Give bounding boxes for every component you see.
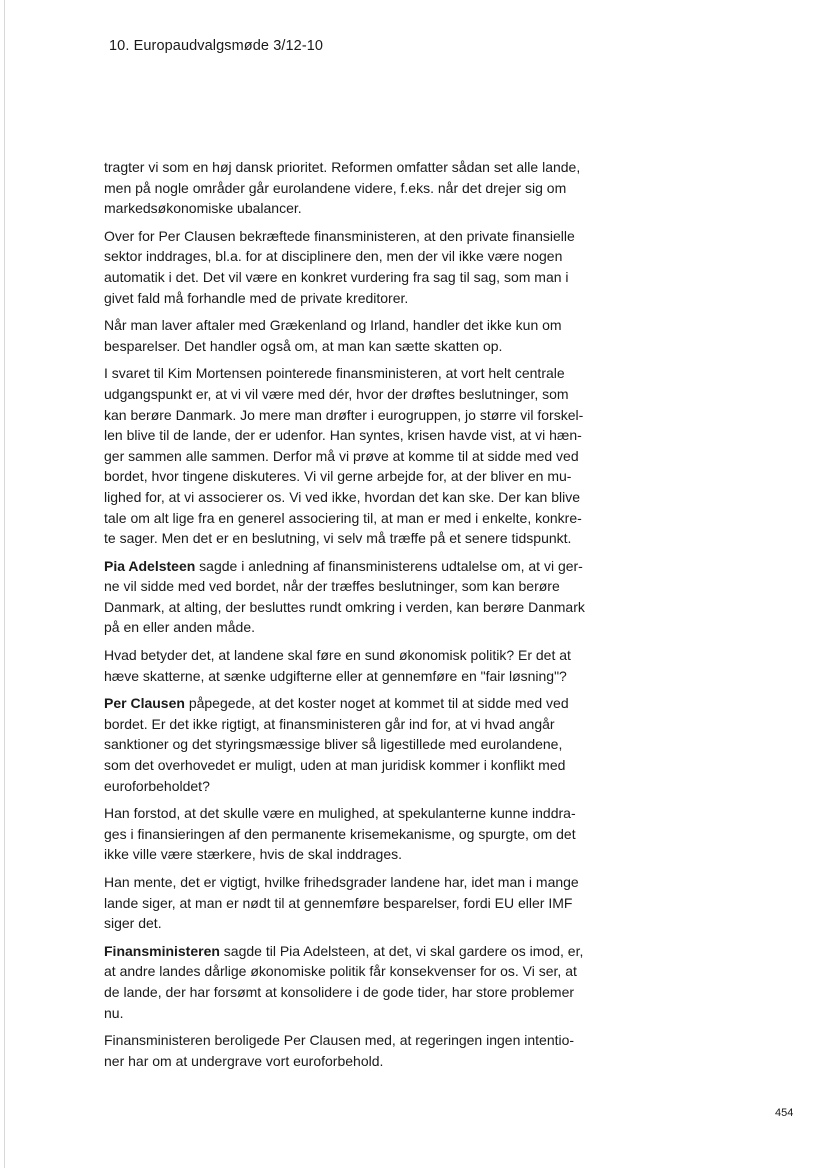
line-text: de lande, der har forsømt at konsolidere i de gode tider, har store problemer	[104, 983, 575, 1000]
text-line	[104, 384, 594, 405]
line-text: at andre landes dårlige økonomiske politik får konsekvenser for os. Vi ser, at	[104, 963, 577, 980]
paragraph	[104, 556, 594, 638]
text-line	[104, 157, 594, 178]
text-line	[104, 872, 594, 893]
line-text: sagde til Pia Adelsteen, at det, vi skal gardere os imod, er,	[219, 942, 584, 959]
text-line	[104, 961, 594, 982]
line-text: automatik i det. Det vil være en konkret vurdering fra sag til sag, som man i	[104, 268, 569, 285]
text-line	[104, 336, 594, 357]
speaker-name: Per Clausen	[104, 695, 185, 712]
text-line	[104, 405, 594, 426]
text-line	[104, 824, 594, 845]
text-line	[104, 226, 594, 247]
line-text: euroforbeholdet?	[104, 777, 210, 794]
text-line	[104, 246, 594, 267]
text-line	[104, 693, 594, 714]
paragraph	[104, 803, 594, 865]
line-text: sektor inddrages, bl.a. for at disciplinere den, men der vil ikke være nogen	[104, 248, 563, 265]
text-line	[104, 528, 594, 549]
line-text: hæve skatterne, at sænke udgifterne eller at gennemføre en "fair løsning"?	[104, 667, 567, 684]
paragraph	[104, 872, 594, 934]
line-text: bordet, hvor tingene diskuteres. Vi vil gerne arbejde for, at der bliver en mu-	[104, 468, 572, 485]
text-line	[104, 714, 594, 735]
line-text: givet fald må forhandle med de private kreditorer.	[104, 289, 409, 306]
line-text: siger det.	[104, 915, 162, 932]
text-line	[104, 617, 594, 638]
page-number: 454	[775, 1107, 794, 1119]
line-text: Han forstod, at det skulle være en mulighed, at spekulanterne kunne inddra-	[104, 805, 576, 822]
scan-edge-line	[4, 0, 5, 1168]
text-line	[104, 576, 594, 597]
text-line	[104, 267, 594, 288]
text-line	[104, 1030, 594, 1051]
line-text: len blive til de lande, der er udenfor. Han syntes, krisen havde vist, at vi hæn-	[104, 427, 582, 444]
speaker-name: Finansministeren	[104, 942, 220, 959]
line-text: ger sammen alle sammen. Derfor må vi prøve at komme til at sidde med ved	[104, 447, 579, 464]
line-text: Han mente, det er vigtigt, hvilke frihedsgrader landene har, idet man i mange	[104, 874, 579, 890]
text-line	[104, 198, 594, 219]
line-text: sagde i anledning af finansministerens udtalelse om, at vi ger-	[195, 557, 583, 574]
text-line	[104, 941, 594, 962]
paragraph	[104, 693, 594, 796]
paragraph	[104, 315, 594, 356]
line-text: Finansministeren beroligede Per Clausen med, at regeringen ingen intentio-	[104, 1032, 575, 1049]
line-text: som det overhovedet er muligt, uden at man juridisk kommer i konflikt med	[104, 757, 566, 774]
line-text: Over for Per Clausen bekræftede finansministeren, at den private finansielle	[104, 227, 575, 244]
line-text: sanktioner og det styringsmæssige bliver så ligestillede med eurolandene,	[104, 736, 563, 753]
text-line	[104, 734, 594, 755]
line-text: påpegede, at det koster noget at kommet til at sidde med ved	[184, 695, 569, 712]
line-text: besparelser. Det handler også om, at man kan sætte skatten op.	[104, 337, 503, 354]
text-line	[104, 1051, 594, 1072]
text-line	[104, 487, 594, 508]
document-body	[104, 157, 594, 1078]
line-text: bordet. Er det ikke rigtigt, at finansministeren går ind for, at vi hvad angår	[104, 715, 555, 732]
line-text: tale om alt lige fra en generel associering til, at man er med i enkelte, konkre-	[104, 509, 582, 526]
text-line	[104, 803, 594, 824]
text-line	[104, 508, 594, 529]
text-line	[104, 446, 594, 467]
text-line	[104, 1003, 594, 1024]
paragraph	[104, 941, 594, 1023]
line-text: Når man laver aftaler med Grækenland og Irland, handler det ikke kun om	[104, 317, 562, 334]
text-line	[104, 178, 594, 199]
paragraph	[104, 226, 594, 308]
text-line	[104, 982, 594, 1003]
line-text: nu.	[104, 1004, 124, 1021]
text-line	[104, 645, 594, 666]
text-line	[104, 466, 594, 487]
line-text: Danmark, at alting, der besluttes rundt omkring i verden, kan berøre Danmark	[104, 598, 585, 615]
line-text: tragter vi som en høj dansk prioritet. Reformen omfatter sådan set alle lande,	[104, 159, 581, 175]
line-text: kan berøre Danmark. Jo mere man drøfter i eurogruppen, jo større vil forskel-	[104, 406, 584, 423]
line-text: på en eller anden måde.	[104, 619, 255, 636]
line-text: lande siger, at man er nødt til at gennemføre besparelser, fordi EU eller IMF	[104, 894, 573, 911]
text-line	[104, 913, 594, 934]
text-line	[104, 556, 594, 577]
text-line	[104, 893, 594, 914]
line-text: markedsøkonomiske ubalancer.	[104, 200, 302, 217]
line-text: lighed for, at vi associerer os. Vi ved ikke, hvordan det kan ske. Der kan blive	[104, 488, 580, 505]
paragraph	[104, 645, 594, 686]
line-text: Hvad betyder det, at landene skal føre en sund økonomisk politik? Er det at	[104, 647, 571, 664]
paragraph	[104, 157, 594, 219]
line-text: ikke ville være stærkere, hvis de skal inddrages.	[104, 846, 403, 863]
page-header: 10. Europaudvalgsmøde 3/12-10	[109, 38, 324, 54]
text-line	[104, 844, 594, 865]
paragraph	[104, 363, 594, 548]
text-line	[104, 425, 594, 446]
line-text: ges i finansieringen af den permanente krisemekanisme, og spurgte, om det	[104, 825, 576, 842]
line-text: ne vil sidde med ved bordet, når der træffes beslutninger, som kan berøre	[104, 578, 560, 595]
text-line	[104, 363, 594, 384]
line-text: ner har om at undergrave vort euroforbehold.	[104, 1052, 384, 1069]
speaker-name: Pia Adelsteen	[104, 557, 196, 574]
text-line	[104, 755, 594, 776]
line-text: udgangspunkt er, at vi vil være med dér, hvor der drøftes beslutninger, som	[104, 385, 569, 402]
text-line	[104, 597, 594, 618]
text-line	[104, 666, 594, 687]
paragraph	[104, 1030, 594, 1071]
line-text: te sager. Men det er en beslutning, vi selv må træffe på et senere tidspunkt.	[104, 530, 572, 547]
line-text: men på nogle områder går eurolandene videre, f.eks. når det drejer sig om	[104, 179, 567, 196]
text-line	[104, 288, 594, 309]
line-text: I svaret til Kim Mortensen pointerede finansministeren, at vort helt centrale	[104, 365, 565, 382]
text-line	[104, 315, 594, 336]
text-line	[104, 776, 594, 797]
